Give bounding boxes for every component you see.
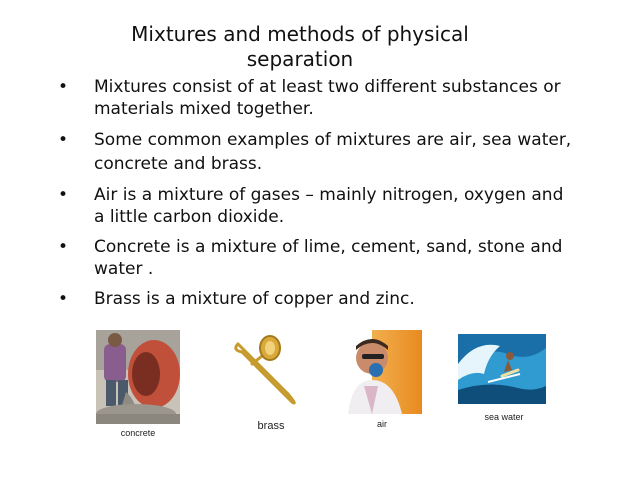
bullet-marker: • (58, 237, 69, 257)
bullet-item (58, 128, 578, 176)
bullet-marker: • (58, 289, 69, 309)
title-line-1: Mixtures and methods of physical (131, 22, 469, 46)
bullet-text: Air is a mixture of gases – mainly nitrogen, oxygen and a little carbon dioxide. (94, 185, 564, 227)
bullet-item (58, 236, 578, 280)
concrete-caption: concrete (120, 428, 156, 438)
air-caption: air (376, 419, 387, 429)
bullet-list (58, 76, 578, 318)
brass-caption: brass (257, 420, 285, 432)
concrete-image (96, 330, 180, 424)
bullet-item (58, 76, 578, 120)
bullet-item (58, 184, 578, 228)
bullet-text: Concrete is a mixture of lime, cement, sand, stone and water . (94, 237, 563, 279)
bullet-marker: • (58, 77, 69, 97)
slide-title (100, 22, 500, 72)
bullet-text: Brass is a mixture of copper and zinc. (94, 289, 415, 309)
bullet-item (58, 288, 578, 310)
bullet-text: Mixtures consist of at least two different substances or materials mixed together. (94, 77, 561, 119)
bullet-marker: • (58, 185, 69, 205)
air-image (342, 330, 422, 414)
bullet-text: Some common examples of mixtures are air, sea water, concrete and brass. (94, 130, 572, 174)
title-line-2: separation (246, 47, 354, 71)
sea-water-image (458, 334, 546, 404)
sea-water-caption: sea water (484, 412, 524, 422)
brass-image (228, 334, 308, 410)
bullet-marker: • (58, 130, 69, 150)
